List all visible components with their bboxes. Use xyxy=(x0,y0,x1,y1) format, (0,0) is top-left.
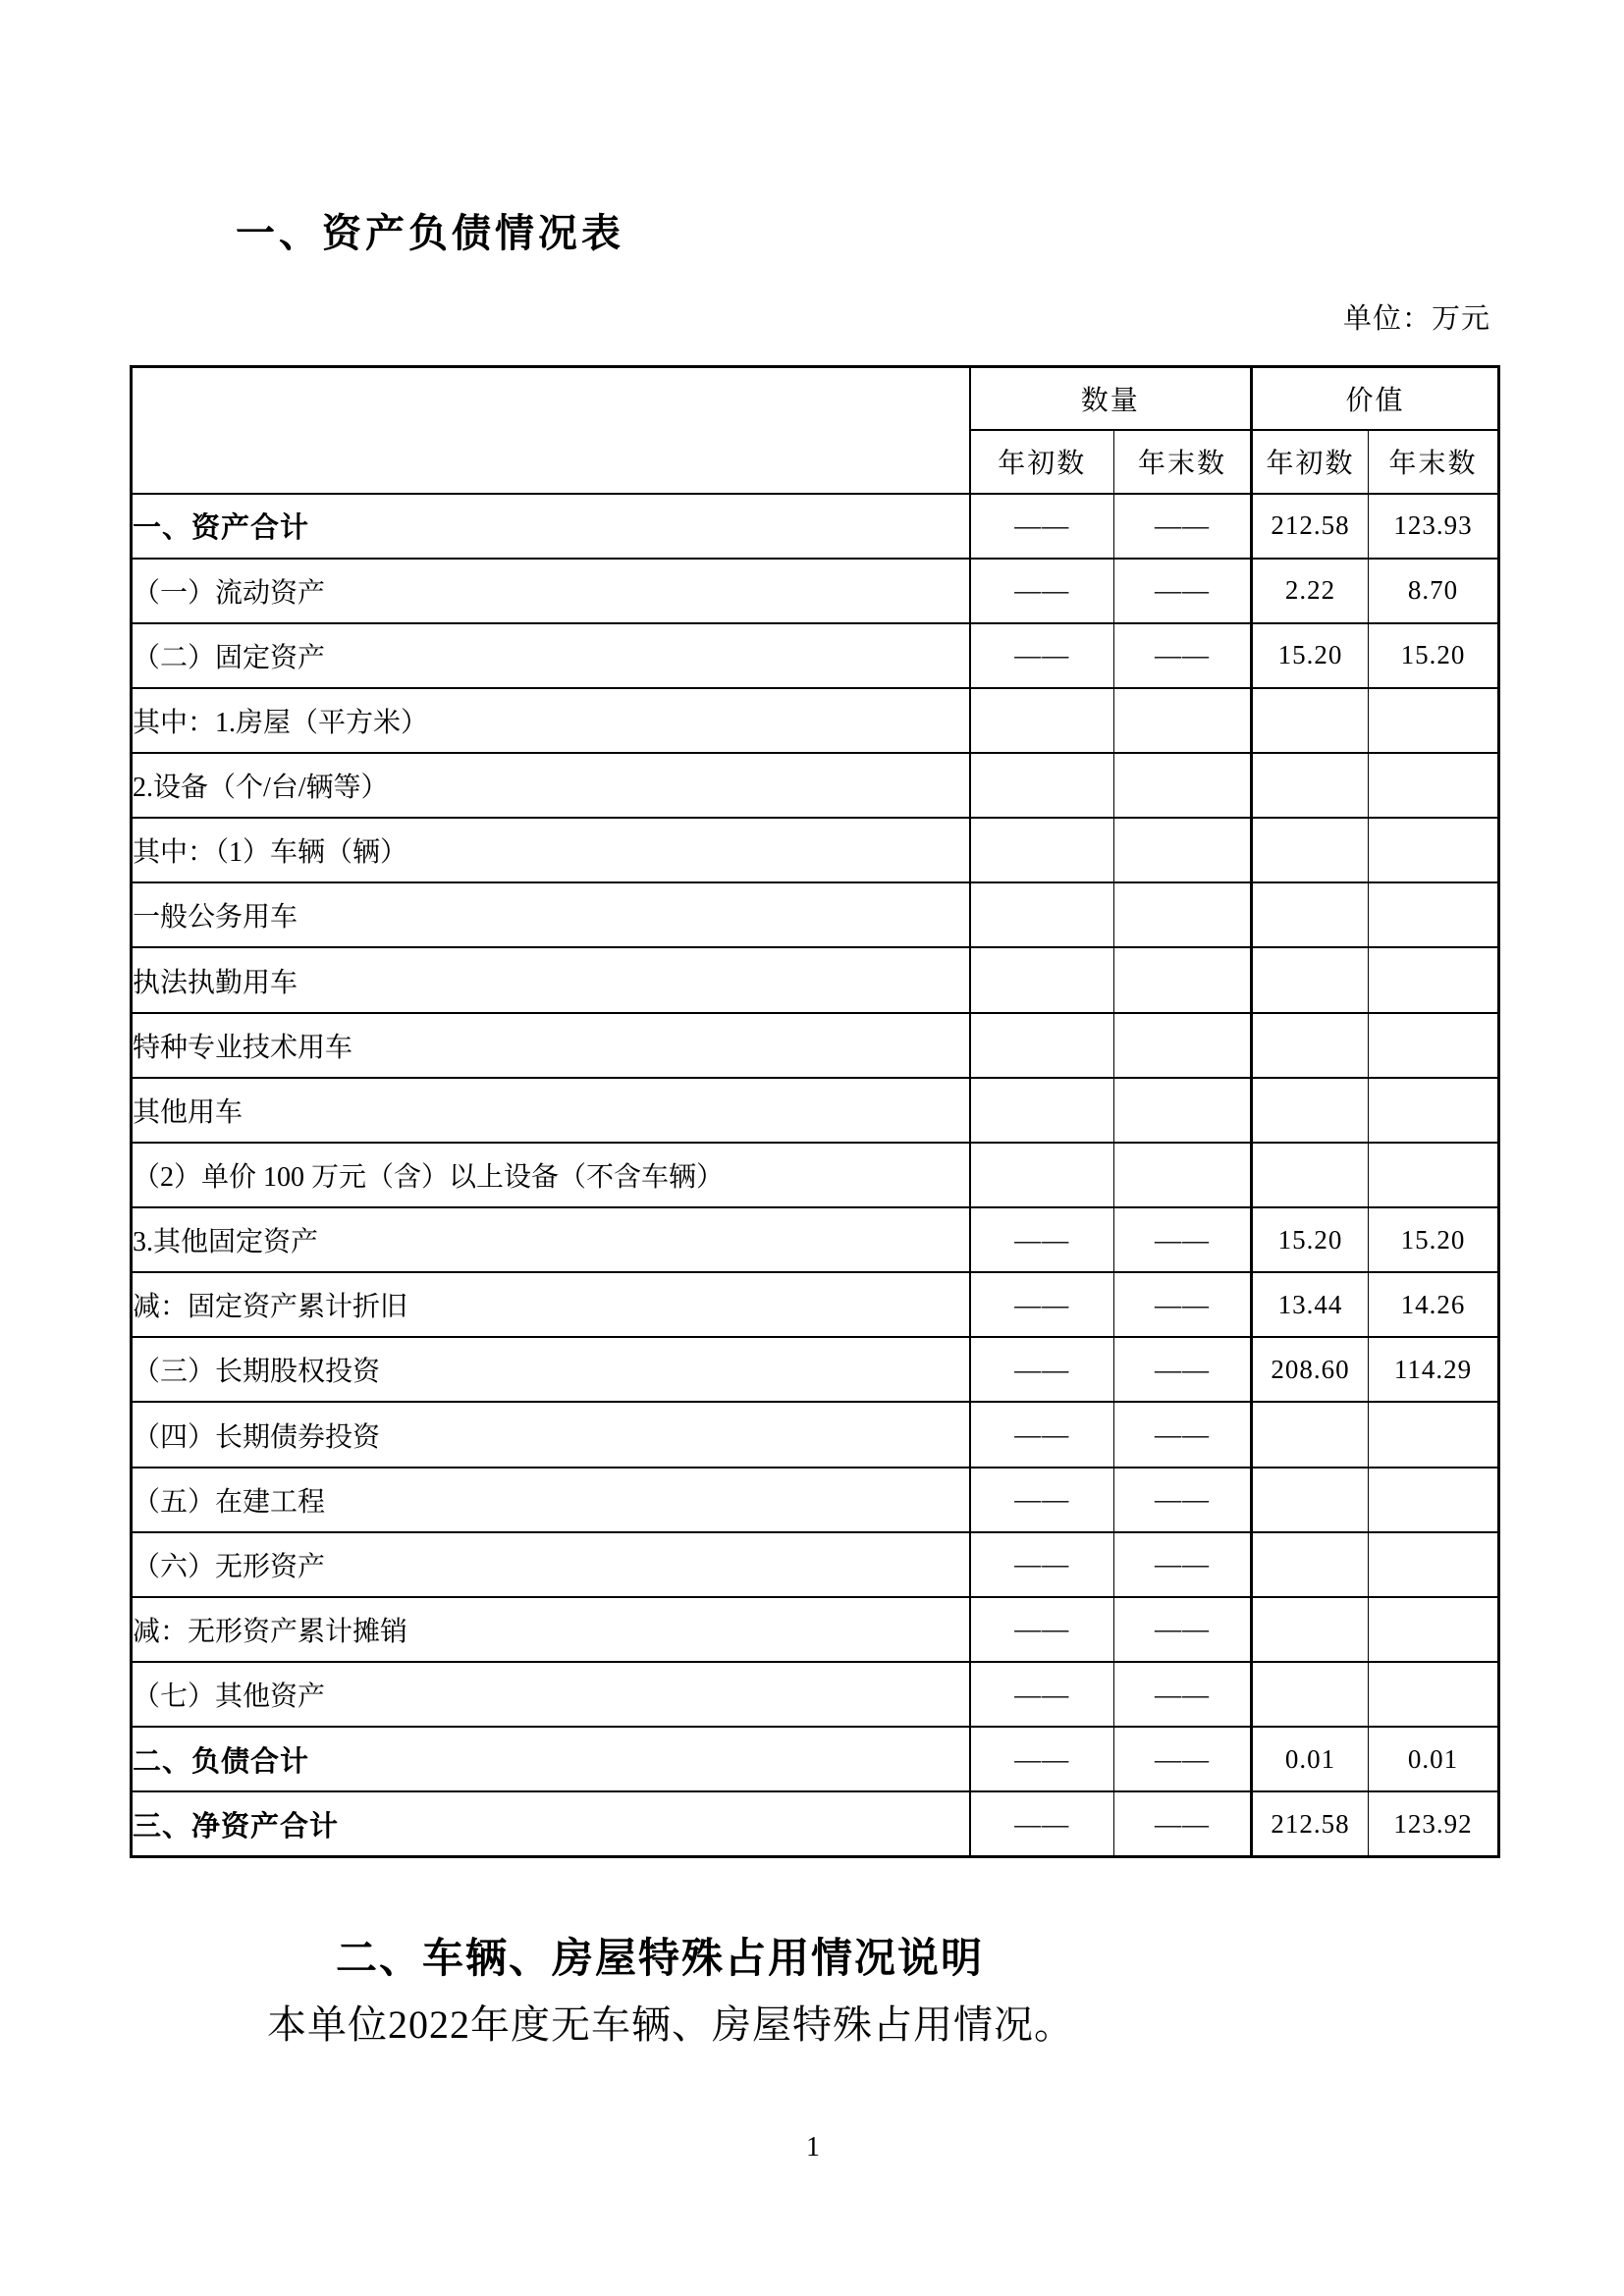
cell-val-begin xyxy=(1252,688,1369,753)
cell-qty-end: —— xyxy=(1114,1532,1252,1597)
cell-qty-begin xyxy=(970,688,1114,753)
cell-val-end: 114.29 xyxy=(1369,1337,1499,1402)
cell-val-end xyxy=(1369,688,1499,753)
cell-val-begin: 15.20 xyxy=(1252,623,1369,688)
cell-val-begin xyxy=(1252,1402,1369,1467)
unit-label: 单位：万元 xyxy=(1343,303,1491,335)
cell-qty-begin xyxy=(970,753,1114,818)
cell-qty-end: —— xyxy=(1114,1662,1252,1727)
cell-val-begin xyxy=(1252,753,1369,818)
page-number: 1 xyxy=(806,2132,820,2163)
cell-val-begin xyxy=(1252,1597,1369,1662)
row-label: （三）长期股权投资 xyxy=(132,1337,970,1402)
row-label: （四）长期债券投资 xyxy=(132,1402,970,1467)
table-row xyxy=(132,559,1499,623)
cell-qty-begin: —— xyxy=(970,1468,1114,1532)
cell-qty-end xyxy=(1114,1078,1252,1143)
row-label: （五）在建工程 xyxy=(132,1468,970,1532)
cell-qty-begin: —— xyxy=(970,1791,1114,1856)
table-row xyxy=(132,623,1499,688)
cell-qty-end: —— xyxy=(1114,1597,1252,1662)
cell-val-end: 15.20 xyxy=(1369,623,1499,688)
section2-title: 二、车辆、房屋特殊占用情况说明 xyxy=(336,1935,985,1981)
row-label: （六）无形资产 xyxy=(132,1532,970,1597)
cell-qty-begin: —— xyxy=(970,1532,1114,1597)
cell-val-end xyxy=(1369,753,1499,818)
row-label: 减：无形资产累计摊销 xyxy=(132,1597,970,1662)
table-row xyxy=(132,1791,1499,1856)
cell-qty-begin: —— xyxy=(970,1207,1114,1272)
table-row xyxy=(132,1013,1499,1078)
cell-qty-begin xyxy=(970,1143,1114,1207)
table-row xyxy=(132,1272,1499,1337)
table-row xyxy=(132,1402,1499,1467)
row-label: 三、净资产合计 xyxy=(132,1791,970,1856)
cell-qty-end xyxy=(1114,818,1252,882)
header-group-quantity: 数量 xyxy=(970,367,1252,430)
cell-qty-end: —— xyxy=(1114,1207,1252,1272)
cell-val-end: 15.20 xyxy=(1369,1207,1499,1272)
row-label: 一、资产合计 xyxy=(132,494,970,559)
cell-val-end xyxy=(1369,1143,1499,1207)
row-label: （2）单价 100 万元（含）以上设备（不含车辆） xyxy=(132,1143,970,1207)
header-label-cell xyxy=(132,367,970,494)
row-label: 2.设备（个/台/辆等） xyxy=(132,753,970,818)
cell-val-begin xyxy=(1252,818,1369,882)
cell-qty-begin: —— xyxy=(970,623,1114,688)
cell-val-begin xyxy=(1252,882,1369,947)
cell-val-end: 0.01 xyxy=(1369,1727,1499,1791)
row-label: 3.其他固定资产 xyxy=(132,1207,970,1272)
row-label: 其中：1.房屋（平方米） xyxy=(132,688,970,753)
cell-qty-end xyxy=(1114,1143,1252,1207)
table-row xyxy=(132,1532,1499,1597)
cell-qty-begin: —— xyxy=(970,494,1114,559)
header-group-value: 价值 xyxy=(1252,367,1499,430)
cell-val-begin xyxy=(1252,1532,1369,1597)
cell-qty-end: —— xyxy=(1114,1337,1252,1402)
row-label: 执法执勤用车 xyxy=(132,947,970,1012)
cell-qty-begin: —— xyxy=(970,1402,1114,1467)
table-row xyxy=(132,753,1499,818)
table-row xyxy=(132,1727,1499,1791)
cell-val-begin xyxy=(1252,947,1369,1012)
cell-qty-end: —— xyxy=(1114,559,1252,623)
cell-val-begin xyxy=(1252,1143,1369,1207)
cell-val-begin: 208.60 xyxy=(1252,1337,1369,1402)
cell-val-begin: 212.58 xyxy=(1252,494,1369,559)
balance-sheet-table xyxy=(130,365,1500,1858)
cell-val-end xyxy=(1369,1597,1499,1662)
cell-val-end: 123.92 xyxy=(1369,1791,1499,1856)
cell-val-end xyxy=(1369,1078,1499,1143)
section2-body: 本单位2022年度无车辆、房屋特殊占用情况。 xyxy=(267,2002,1074,2047)
section1-title: 一、资产负债情况表 xyxy=(236,212,624,255)
cell-val-end xyxy=(1369,1468,1499,1532)
cell-val-end xyxy=(1369,947,1499,1012)
cell-qty-begin: —— xyxy=(970,559,1114,623)
header-val-begin: 年初数 xyxy=(1252,430,1369,494)
table-row xyxy=(132,1597,1499,1662)
row-label: （七）其他资产 xyxy=(132,1662,970,1727)
cell-qty-begin: —— xyxy=(970,1727,1114,1791)
row-label: 一般公务用车 xyxy=(132,882,970,947)
header-qty-begin: 年初数 xyxy=(970,430,1114,494)
cell-val-begin: 212.58 xyxy=(1252,1791,1369,1856)
cell-qty-end: —— xyxy=(1114,494,1252,559)
cell-val-end: 123.93 xyxy=(1369,494,1499,559)
cell-val-begin: 13.44 xyxy=(1252,1272,1369,1337)
table-row xyxy=(132,1207,1499,1272)
cell-val-begin: 0.01 xyxy=(1252,1727,1369,1791)
cell-qty-begin xyxy=(970,818,1114,882)
table-row xyxy=(132,947,1499,1012)
cell-qty-end xyxy=(1114,753,1252,818)
cell-qty-end: —— xyxy=(1114,1727,1252,1791)
cell-qty-begin: —— xyxy=(970,1662,1114,1727)
cell-qty-end: —— xyxy=(1114,1272,1252,1337)
cell-val-begin xyxy=(1252,1468,1369,1532)
table-row xyxy=(132,1337,1499,1402)
cell-val-end: 14.26 xyxy=(1369,1272,1499,1337)
cell-qty-begin: —— xyxy=(970,1597,1114,1662)
cell-qty-end xyxy=(1114,882,1252,947)
cell-val-begin: 15.20 xyxy=(1252,1207,1369,1272)
cell-qty-end: —— xyxy=(1114,1402,1252,1467)
cell-val-end xyxy=(1369,1662,1499,1727)
cell-val-begin xyxy=(1252,1013,1369,1078)
row-label: （二）固定资产 xyxy=(132,623,970,688)
cell-val-end xyxy=(1369,1013,1499,1078)
table-row xyxy=(132,688,1499,753)
header-val-end: 年末数 xyxy=(1369,430,1499,494)
cell-val-begin xyxy=(1252,1662,1369,1727)
row-label: 特种专业技术用车 xyxy=(132,1013,970,1078)
table-header xyxy=(132,367,1499,494)
cell-val-end xyxy=(1369,1402,1499,1467)
table-row xyxy=(132,494,1499,559)
row-label: 二、负债合计 xyxy=(132,1727,970,1791)
cell-val-end xyxy=(1369,818,1499,882)
cell-qty-end xyxy=(1114,688,1252,753)
table-body xyxy=(132,494,1499,1857)
table-row xyxy=(132,882,1499,947)
table-row xyxy=(132,818,1499,882)
cell-qty-begin xyxy=(970,1013,1114,1078)
cell-qty-end: —— xyxy=(1114,1468,1252,1532)
cell-val-end xyxy=(1369,882,1499,947)
header-qty-end: 年末数 xyxy=(1114,430,1252,494)
row-label: 其中：（1）车辆（辆） xyxy=(132,818,970,882)
table-row xyxy=(132,1143,1499,1207)
cell-val-begin: 2.22 xyxy=(1252,559,1369,623)
cell-qty-end xyxy=(1114,947,1252,1012)
table-row xyxy=(132,1468,1499,1532)
row-label: 减：固定资产累计折旧 xyxy=(132,1272,970,1337)
cell-val-end: 8.70 xyxy=(1369,559,1499,623)
cell-qty-begin xyxy=(970,1078,1114,1143)
table-row xyxy=(132,1662,1499,1727)
cell-val-begin xyxy=(1252,1078,1369,1143)
cell-val-end xyxy=(1369,1532,1499,1597)
cell-qty-end: —— xyxy=(1114,623,1252,688)
cell-qty-end: —— xyxy=(1114,1791,1252,1856)
table-row xyxy=(132,1078,1499,1143)
row-label: 其他用车 xyxy=(132,1078,970,1143)
row-label: （一）流动资产 xyxy=(132,559,970,623)
cell-qty-begin: —— xyxy=(970,1272,1114,1337)
cell-qty-begin xyxy=(970,947,1114,1012)
cell-qty-end xyxy=(1114,1013,1252,1078)
cell-qty-begin: —— xyxy=(970,1337,1114,1402)
cell-qty-begin xyxy=(970,882,1114,947)
